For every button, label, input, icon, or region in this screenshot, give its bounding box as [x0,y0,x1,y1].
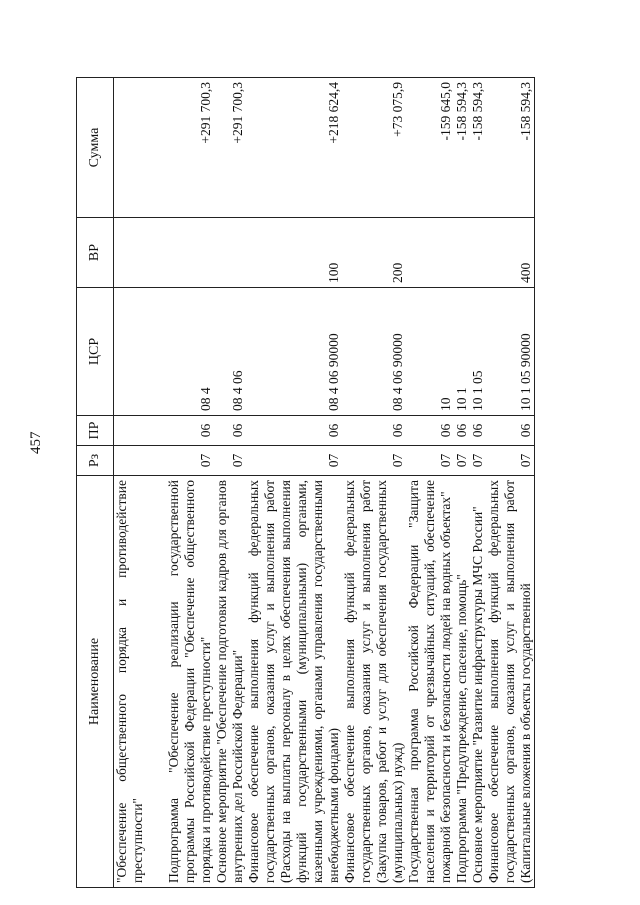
row-rz: 07 [246,446,342,476]
row-vr [406,218,454,288]
row-vr: 200 [342,218,406,288]
row-sum: +291 700,3 [214,78,246,218]
header-pr: ПР [77,416,114,446]
row-rz: 07 [454,446,470,476]
row-rz: 07 [470,446,486,476]
row-rz: 07 [214,446,246,476]
row-pr: 06 [166,416,214,446]
row-pr: 06 [214,416,246,446]
row-sum: -158 594,3 [486,78,535,218]
row-vr [470,218,486,288]
page-number: 457 [28,431,44,454]
row-vr [214,218,246,288]
row-csr: 08 4 06 90000 [246,288,342,416]
row-pr: 06 [406,416,454,446]
row-rz: 07 [486,446,535,476]
row-pr: 06 [486,416,535,446]
row-vr: 400 [486,218,535,288]
table-row [454,78,470,888]
row-vr [166,218,214,288]
row-sum: -159 645,0 [406,78,454,218]
row-vr [114,218,167,288]
row-csr: 10 1 05 90000 [486,288,535,416]
row-csr: 08 4 06 90000 [342,288,406,416]
row-name: Финансовое обеспечение выполнения функций федеральных государственных органов, оказания услуг и выполнения работ (Капитальные вложения в объекты государственной [486,476,535,888]
row-pr: 06 [454,416,470,446]
row-csr: 08 4 06 [214,288,246,416]
row-rz: 07 [342,446,406,476]
row-pr: 06 [470,416,486,446]
row-pr [114,416,167,446]
row-sum: +291 700,3 [166,78,214,218]
table-row [470,78,486,888]
table-row [214,78,246,888]
row-csr: 10 1 05 [470,288,486,416]
row-name: Основное мероприятие "Обеспечение подготовки кадров для органов внутренних дел Российской Федерации" [214,476,246,888]
header-name: Наименование [77,476,114,888]
table-row [114,78,167,888]
row-pr: 06 [342,416,406,446]
row-sum: +218 624,4 [246,78,342,218]
row-csr: 08 4 [166,288,214,416]
row-csr: 10 [406,288,454,416]
row-name: Финансовое обеспечение выполнения функций федеральных государственных органов, оказания услуг и выполнения работ (Закупка товаров, работ и услуг для обеспечения государственных (муниципальных) нужд) [342,476,406,888]
row-pr: 06 [246,416,342,446]
row-vr [454,218,470,288]
table-row [342,78,406,888]
row-name: Финансовое обеспечение выполнения функций федеральных государственных органов, оказания услуг и выполнения работ (Расходы на выплаты персоналу в целях обеспечения выполнения функций государственными (муниципальными) органами, казенными учреждениями, органами управления государственными внебюджетными фондами) [246,476,342,888]
rotated-page [76,78,636,888]
row-name: "Обеспечение общественного порядка и противодействие преступности" [114,476,167,888]
table-row [166,78,214,888]
header-rz: Рз [77,446,114,476]
budget-table [76,77,535,888]
header-sum: Сумма [77,78,114,218]
table-row [486,78,535,888]
row-csr [114,288,167,416]
row-name: Подпрограмма "Обеспечение реализации государственной программы Российской Федерации "Обеспечение общественного порядка и противодействие преступности" [166,476,214,888]
row-csr: 10 1 [454,288,470,416]
row-name: Основное мероприятие "Развитие инфраструктуры МЧС России" [470,476,486,888]
table-row [246,78,342,888]
row-vr: 100 [246,218,342,288]
row-sum [114,78,167,218]
row-rz [114,446,167,476]
row-rz: 07 [166,446,214,476]
row-sum: -158 594,3 [470,78,486,218]
row-name: Государственная программа Российской Федерации "Защита населения и территорий от чрезвычайных ситуаций, обеспечение пожарной безопасности и безопасности людей на водных объектах" [406,476,454,888]
table-header-row [77,78,114,888]
table-row [406,78,454,888]
row-sum: -158 594,3 [454,78,470,218]
header-vr: ВР [77,218,114,288]
header-csr: ЦСР [77,288,114,416]
row-name: Подпрограмма "Предупреждение, спасение, помощь" [454,476,470,888]
row-rz: 07 [406,446,454,476]
row-sum: +73 075,9 [342,78,406,218]
